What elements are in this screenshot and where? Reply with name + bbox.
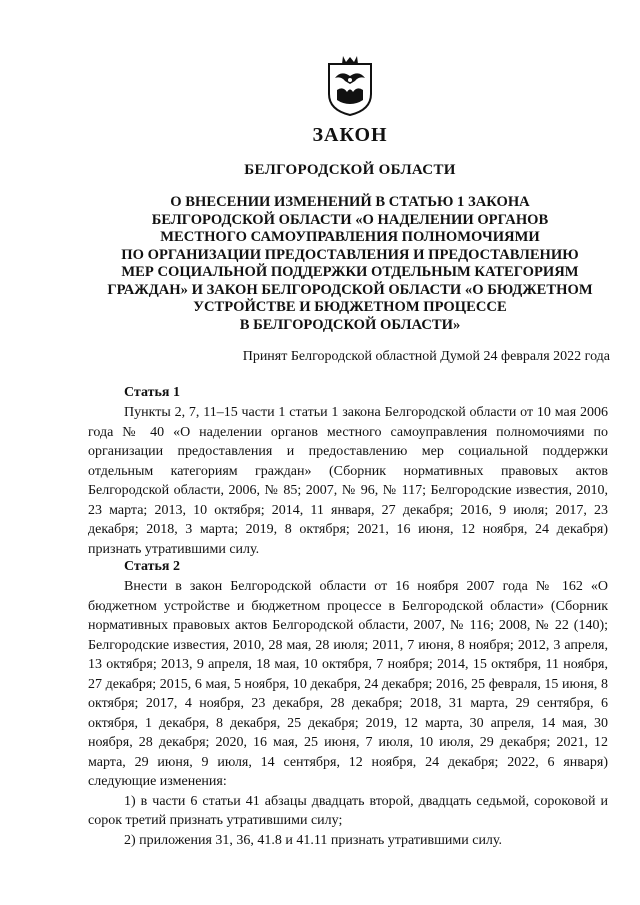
- article-2-text: Внести в закон Белгородской области от 16 ноября 2007 года № 162 «О бюджетном устройстве и бюджетном процессе в Белгородской области» (Сборник нормативных правовых актов Белгородской области, 2007, № 116; 2008, № 22 (140); Белгородские известия, 2010, 28 мая, 28 июля; 2011, 7 июня, 8 ноября; 2012, 3 апреля, 13 октября; 2013, 9 апреля, 18 мая, 10 октября, 7 ноября; 2014, 15 октября, 11 ноября, 27 декабря; 2015, 6 мая, 5 ноября, 10 декабря, 24 декабря; 2016, 25 февраля, 15 июня, 8 октября; 2017, 4 ноября, 23 декабря, 28 декабря; 2018, 31 марта, 29 сентября, 6 октября, 1 декабря, 8 декабря, 25 декабря; 2019, 12 марта, 30 апреля, 14 мая, 30 ноября, 28 декабря; 2020, 16 мая, 25 июня, 7 июля, 10 июля, 29 декабря; 2021, 12 марта, 29 июня, 9 июля, 14 сентября, 12 ноября, 24 декабря; 2022, 6 января) следующие изменения:: [88, 579, 608, 789]
- law-heading: [0, 194, 640, 334]
- article-2-item-1: 1) в части 6 статьи 41 абзацы двадцать второй, двадцать седьмой, сороковой и сорок третий признать утратившими силу;: [88, 793, 608, 828]
- heading-line: О ВНЕСЕНИИ ИЗМЕНЕНИЙ В СТАТЬЮ 1 ЗАКОНА: [170, 194, 530, 210]
- article-2-item-2: 2) приложения 31, 36, 41.8 и 41.11 признать утратившими силу.: [124, 832, 503, 848]
- article-2-body: [88, 577, 608, 850]
- article-1-title: Статья 1: [124, 385, 180, 400]
- heading-line: МЕСТНОГО САМОУПРАВЛЕНИЯ ПОЛНОМОЧИЯМИ: [160, 229, 540, 245]
- article-1-body: [88, 403, 608, 559]
- coat-of-arms-emblem: [325, 54, 375, 116]
- law-title: ЗАКОН: [312, 124, 388, 146]
- article-1-text: Пункты 2, 7, 11–15 части 1 статьи 1 закона Белгородской области от 10 мая 2006 года № 40 «О наделении органов местного самоуправления полномочиями по организации предоставления и предоставлению мер социальной поддержки отдельным категориям граждан» (Сборник нормативных правовых актов Белгородской области, 2006, № 85; 2007, № 96, № 117; Белгородские известия, 2010, 23 марта; 2013, 10 октября; 2014, 11 января, 27 декабря; 2016, 9 июля; 2017, 23 декабря; 2018, 3 марта; 2019, 8 октября; 2021, 16 июня, 12 ноября, 24 декабря) признать утратившими силу.: [88, 405, 608, 557]
- heading-line: БЕЛГОРОДСКОЙ ОБЛАСТИ «О НАДЕЛЕНИИ ОРГАНОВ: [151, 211, 549, 228]
- heading-line: ГРАЖДАН» И ЗАКОН БЕЛГОРОДСКОЙ ОБЛАСТИ «О БЮДЖЕТНОМ: [107, 281, 593, 298]
- heading-line: ПО ОРГАНИЗАЦИИ ПРЕДОСТАВЛЕНИЯ И ПРЕДОСТАВЛЕНИЮ: [121, 246, 579, 263]
- adoption-note: Принят Белгородской областной Думой 24 февраля 2022 года: [242, 349, 610, 364]
- heading-line: МЕР СОЦИАЛЬНОЙ ПОДДЕРЖКИ ОТДЕЛЬНЫМ КАТЕГОРИЯМ: [121, 264, 579, 280]
- heading-line: В БЕЛГОРОДСКОЙ ОБЛАСТИ»: [239, 316, 461, 333]
- law-subtitle: БЕЛГОРОДСКОЙ ОБЛАСТИ: [244, 162, 456, 178]
- heading-line: УСТРОЙСТВЕ И БЮДЖЕТНОМ ПРОЦЕССЕ: [193, 299, 507, 315]
- article-2-title: Статья 2: [124, 559, 180, 574]
